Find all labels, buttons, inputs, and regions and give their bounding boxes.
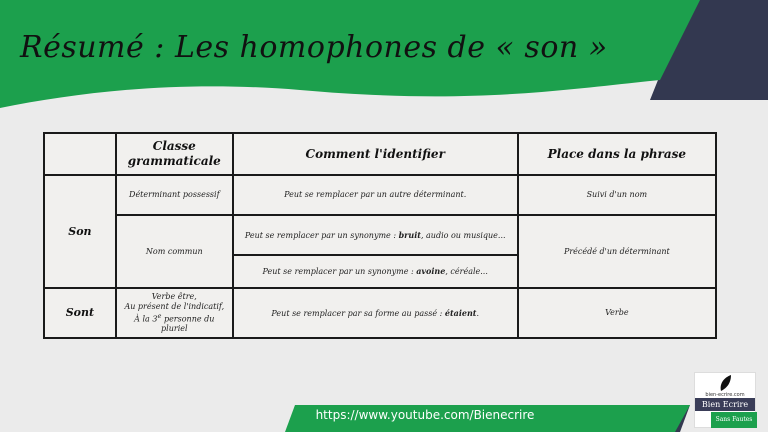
text: personne du pluriel (161, 314, 215, 334)
header-empty (44, 133, 116, 175)
text: . (476, 308, 480, 318)
text: À la 3 (134, 314, 158, 324)
identifier-sont (233, 288, 518, 338)
word-sont: Sont (44, 288, 116, 338)
text: e (157, 311, 162, 320)
header-classe: Classe grammaticale (116, 133, 233, 175)
header-place: Place dans la phrase (518, 133, 716, 175)
text: Peut se remplacer par sa forme au passé : (271, 308, 445, 318)
logo-line2: Sans Fautes (711, 412, 757, 428)
keyword: bruit (398, 229, 421, 240)
keyword: avoine (416, 266, 446, 276)
logo-line1: Bien Ecrire (695, 398, 755, 411)
classe-det: Déterminant possessif (116, 175, 233, 215)
place-sont: Verbe (518, 288, 716, 338)
place-nom: Précédé d'un déterminant (518, 215, 716, 288)
text: , audio ou musique... (420, 230, 506, 240)
text: , céréale... (445, 267, 488, 276)
place-det: Suivi d'un nom (518, 175, 716, 215)
text: Au présent de l'indicatif, (124, 301, 225, 311)
homophones-table (43, 132, 717, 339)
keyword: étaient (444, 307, 477, 318)
text (121, 312, 228, 335)
page-title: Résumé : Les homophones de « son » (20, 30, 608, 65)
header-identifier: Comment l'identifier (233, 133, 518, 175)
identifier-det: Peut se remplacer par un autre déterminant. (233, 175, 518, 215)
classe-nom: Nom commun (116, 215, 233, 288)
word-son: Son (44, 175, 116, 288)
logo (694, 372, 756, 428)
identifier-nom-2 (233, 255, 518, 288)
leaf-icon (695, 373, 757, 393)
text: Peut se remplacer par un synonyme : (244, 230, 399, 240)
youtube-link[interactable]: https://www.youtube.com/Bienecrire (315, 408, 535, 422)
text: Verbe être, (151, 291, 197, 301)
logo-site: bien-ecrire.com (705, 392, 745, 398)
text: Peut se remplacer par un synonyme : (262, 267, 417, 276)
identifier-nom-1 (233, 215, 518, 255)
classe-sont (116, 288, 233, 338)
